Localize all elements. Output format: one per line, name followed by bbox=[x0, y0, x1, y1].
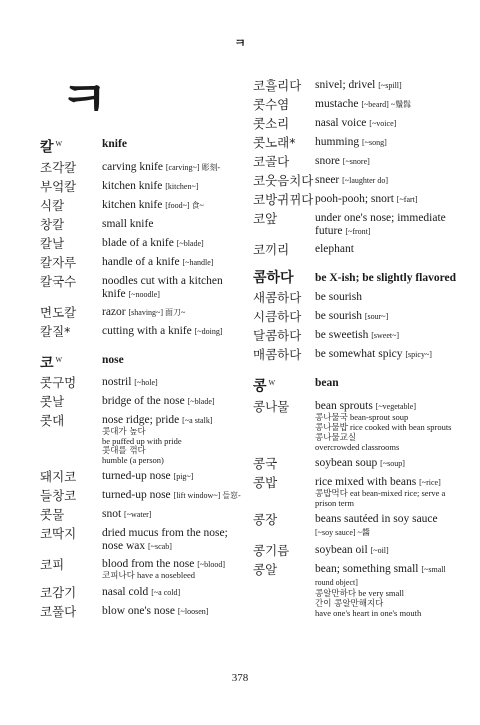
etymology-tag: [~soy sauce] ~醬 bbox=[315, 527, 370, 537]
definition-text: turned-up nose bbox=[102, 489, 171, 502]
sub-example bbox=[315, 589, 458, 599]
etymology-tag: [~fart] bbox=[396, 195, 418, 204]
dictionary-entry bbox=[40, 413, 245, 465]
entry-definition bbox=[315, 242, 458, 256]
etymology-tag: [~blood] bbox=[197, 560, 226, 570]
dictionary-entry bbox=[253, 154, 458, 169]
entry-definition bbox=[102, 305, 245, 319]
dictionary-entry bbox=[253, 328, 458, 343]
entry-headword: 콧노래* bbox=[253, 135, 296, 150]
dictionary-entry bbox=[40, 236, 245, 251]
definition-text: handle of a knife bbox=[102, 255, 180, 268]
etymology-tag: [~hole] bbox=[134, 378, 158, 388]
entry-definition bbox=[315, 328, 458, 342]
entry-headword: 면도칼 bbox=[40, 304, 77, 320]
sub-example bbox=[102, 571, 245, 581]
dictionary-entry bbox=[253, 543, 458, 558]
entry-definition bbox=[102, 585, 245, 599]
entry-definition bbox=[315, 376, 458, 390]
entry-definition bbox=[315, 309, 458, 323]
definition-text: kitchen knife bbox=[102, 179, 163, 192]
definition-text: razor bbox=[102, 305, 126, 318]
example-korean: 콩알만하다 bbox=[315, 588, 357, 599]
example-english: have one's heart in one's mouth bbox=[315, 607, 422, 618]
etymology-tag: [~water] bbox=[124, 510, 152, 520]
entry-headword: 코앞 bbox=[253, 211, 278, 226]
etymology-tag: [shaving~] 面刀~ bbox=[128, 307, 186, 317]
dictionary-entry bbox=[40, 394, 245, 409]
section-gap bbox=[253, 366, 458, 376]
definition-text: carving knife bbox=[102, 160, 163, 173]
dictionary-entry bbox=[253, 135, 458, 150]
etymology-tag: [~blade] bbox=[187, 397, 215, 407]
entry-headword: 새콤하다 bbox=[253, 290, 302, 305]
entry-headword: 코골다 bbox=[253, 154, 290, 169]
dictionary-entry bbox=[40, 526, 245, 553]
definition-text: blade of a knife bbox=[102, 236, 174, 249]
etymology-tag: [~small round object] bbox=[315, 564, 446, 587]
dictionary-entry bbox=[253, 512, 458, 539]
definition-text: under one's nose; immediate future bbox=[315, 212, 446, 237]
definition-text: bean sprouts bbox=[315, 399, 373, 412]
dictionary-entry bbox=[40, 198, 245, 213]
entry-headword: 코 $^W$ bbox=[40, 355, 63, 372]
dictionary-entry bbox=[253, 290, 458, 305]
entry-definition bbox=[102, 217, 245, 231]
entry-definition bbox=[102, 557, 245, 581]
entry-headword: 콧날 bbox=[40, 394, 65, 410]
dictionary-entry bbox=[40, 585, 245, 600]
entry-definition bbox=[315, 512, 458, 539]
entry-definition bbox=[315, 271, 458, 285]
entry-headword: 시큼하다 bbox=[253, 309, 302, 324]
dictionary-entry bbox=[253, 116, 458, 131]
entry-definition bbox=[315, 347, 458, 361]
etymology-tag: [~loosen] bbox=[177, 607, 209, 617]
definition-text: humming bbox=[315, 136, 360, 148]
entry-headword: 콩나물 bbox=[253, 398, 290, 414]
etymology-tag: [~rice] bbox=[419, 477, 441, 487]
definition-text: beans sautéed in soy sauce bbox=[315, 512, 438, 525]
etymology-tag: [~laughter do] bbox=[342, 176, 389, 185]
etymology-tag: [~snore] bbox=[342, 157, 370, 166]
entry-definition bbox=[102, 179, 245, 193]
definition-text: dried mucus from the nose; nose wax bbox=[102, 527, 228, 553]
entry-definition bbox=[102, 375, 245, 389]
entry-definition bbox=[102, 394, 245, 408]
dictionary-entry bbox=[40, 353, 245, 372]
entry-headword: 칼자루 bbox=[40, 254, 77, 270]
definition-text: nasal voice bbox=[315, 117, 367, 129]
entry-headword: 매콤하다 bbox=[253, 347, 302, 362]
entry-definition bbox=[315, 78, 458, 92]
dictionary-entry bbox=[253, 173, 458, 188]
etymology-tag: [~noodle] bbox=[128, 289, 160, 299]
entry-definition bbox=[315, 290, 458, 304]
dictionary-entry bbox=[40, 488, 245, 503]
definition-text: be X-ish; be slightly flavored bbox=[315, 272, 456, 284]
dictionary-entry bbox=[40, 557, 245, 581]
definition-text: rice mixed with beans bbox=[315, 475, 417, 488]
etymology-tag: [~front] bbox=[345, 227, 371, 236]
entry-headword: 달콤하다 bbox=[253, 328, 302, 343]
entry-definition bbox=[315, 116, 458, 130]
entry-definition bbox=[315, 562, 458, 618]
entry-definition bbox=[102, 413, 245, 465]
etymology-tag: [~handle] bbox=[182, 257, 214, 267]
etymology-tag: [~beard] ~鬚髥 bbox=[361, 100, 412, 109]
entry-headword: 칼질* bbox=[40, 323, 71, 339]
etymology-tag: [kitchen~] bbox=[165, 181, 199, 191]
example-korean: 콩나물밥 bbox=[315, 422, 348, 433]
entry-definition bbox=[102, 255, 245, 269]
entry-definition bbox=[102, 526, 245, 553]
dictionary-entry bbox=[40, 375, 245, 390]
entry-definition bbox=[102, 274, 245, 301]
sub-example bbox=[315, 423, 458, 433]
headword-marker: W bbox=[55, 355, 63, 364]
entry-headword: 코딱지 bbox=[40, 526, 77, 542]
etymology-tag: [~oil] bbox=[370, 545, 389, 555]
definition-text: sneer bbox=[315, 174, 340, 186]
dictionary-entry bbox=[40, 305, 245, 320]
definition-text: blood from the nose bbox=[102, 558, 195, 571]
definition-text: elephant bbox=[315, 243, 354, 255]
example-english: have a nosebleed bbox=[136, 570, 196, 581]
entry-headword: 돼지코 bbox=[40, 469, 77, 485]
definition-text: mustache bbox=[315, 98, 359, 110]
definition-text: be somewhat spicy bbox=[315, 348, 403, 360]
entry-headword: 콧수염 bbox=[253, 97, 290, 112]
dictionary-entry bbox=[40, 179, 245, 194]
dictionary-entry bbox=[40, 469, 245, 484]
example-english: be puffed up with pride bbox=[102, 436, 182, 447]
etymology-tag: [~vegetable] bbox=[375, 401, 416, 411]
dictionary-entry bbox=[253, 309, 458, 324]
right-column bbox=[253, 78, 458, 622]
dictionary-entry bbox=[253, 192, 458, 207]
dictionary-entry bbox=[40, 604, 245, 619]
example-english: be very small bbox=[358, 587, 404, 598]
entry-definition bbox=[315, 97, 458, 111]
headword-marker: W bbox=[268, 379, 276, 387]
entry-headword: 코감기 bbox=[40, 585, 77, 601]
etymology-tag: [~a cold] bbox=[151, 588, 181, 598]
dictionary-entry bbox=[40, 217, 245, 232]
entry-headword: 식칼 bbox=[40, 197, 65, 213]
definition-text: bean bbox=[315, 377, 339, 389]
example-english: eat bean-mixed rice; serve a prison term bbox=[315, 487, 446, 508]
sub-example bbox=[102, 437, 245, 446]
entry-headword: 콧대 bbox=[40, 413, 65, 429]
example-english: bean-sprout soup bbox=[349, 411, 409, 422]
definition-text: pooh-pooh; snort bbox=[315, 193, 394, 205]
entry-headword: 코웃음치다 bbox=[253, 173, 314, 188]
dictionary-entry bbox=[253, 475, 458, 508]
entry-definition bbox=[315, 475, 458, 508]
definition-text: bean; something small bbox=[315, 562, 419, 575]
dictionary-entry bbox=[253, 456, 458, 471]
entry-definition bbox=[315, 399, 458, 452]
dictionary-entry bbox=[253, 97, 458, 112]
definition-text: blow one's nose bbox=[102, 605, 175, 618]
etymology-tag: [~song] bbox=[361, 138, 387, 147]
entry-headword: 콧구멍 bbox=[40, 375, 77, 391]
entry-headword: 코흘리다 bbox=[253, 78, 302, 93]
definition-text: cutting with a knife bbox=[102, 324, 192, 337]
entry-definition bbox=[315, 456, 458, 470]
example-english: rice cooked with bean sprouts bbox=[349, 421, 452, 432]
dictionary-entry bbox=[40, 324, 245, 339]
definition-text: noodles cut with a kitchen knife bbox=[102, 274, 223, 300]
entry-headword: 창칼 bbox=[40, 216, 65, 232]
entry-headword: 코풀다 bbox=[40, 604, 77, 620]
definition-text: snivel; drivel bbox=[315, 79, 376, 91]
entry-headword: 콩 $^W$ bbox=[253, 378, 276, 395]
etymology-tag: [sweet~] bbox=[371, 331, 400, 340]
entry-definition bbox=[102, 160, 245, 174]
entry-definition bbox=[315, 173, 458, 187]
entry-headword: 칼날 bbox=[40, 235, 65, 251]
dictionary-entry bbox=[253, 376, 458, 395]
etymology-tag: [~doing] bbox=[194, 326, 223, 336]
definition-text: be sweetish bbox=[315, 329, 369, 341]
dictionary-entry bbox=[40, 255, 245, 270]
sub-example bbox=[315, 609, 458, 618]
etymology-tag: [pig~] bbox=[173, 472, 194, 482]
section-gap bbox=[40, 343, 245, 353]
dictionary-entry bbox=[253, 399, 458, 452]
page-number: 378 bbox=[231, 672, 249, 684]
example-korean: 간이 콩알만해지다 bbox=[315, 598, 384, 609]
dictionary-entry bbox=[253, 211, 458, 238]
etymology-tag: [~spill] bbox=[378, 81, 402, 90]
definition-text: bridge of the nose bbox=[102, 395, 185, 408]
definition-text: nasal cold bbox=[102, 586, 149, 599]
dictionary-entry bbox=[40, 507, 245, 522]
entry-definition bbox=[102, 353, 245, 367]
definition-text: turned-up nose bbox=[102, 470, 171, 483]
running-head: ㅋ bbox=[234, 36, 246, 50]
entry-headword: 콧물 bbox=[40, 507, 65, 523]
entry-definition bbox=[315, 543, 458, 557]
entry-definition bbox=[102, 324, 245, 338]
entry-definition bbox=[102, 137, 245, 151]
example-korean: 콩나물국 bbox=[315, 412, 348, 423]
definition-text: small knife bbox=[102, 217, 154, 230]
entry-headword: 조각칼 bbox=[40, 159, 77, 175]
dictionary-entry bbox=[40, 137, 245, 156]
example-korean: 콧대를 꺾다 bbox=[102, 446, 146, 457]
entry-headword: 코피 bbox=[40, 557, 65, 573]
entry-definition bbox=[315, 192, 458, 206]
dictionary-entry bbox=[253, 347, 458, 362]
etymology-tag: [~voice] bbox=[369, 119, 397, 128]
definition-text: nose bbox=[102, 353, 124, 366]
dictionary-entry bbox=[253, 242, 458, 257]
entry-definition bbox=[315, 135, 458, 149]
dictionary-entry bbox=[253, 562, 458, 618]
sub-example bbox=[315, 489, 458, 508]
definition-text: be sourish bbox=[315, 291, 362, 303]
example-korean: 코피나다 bbox=[102, 571, 135, 582]
entry-headword: 칼 $^W$ bbox=[40, 139, 63, 156]
definition-text: snot bbox=[102, 508, 122, 521]
entry-definition bbox=[102, 469, 245, 483]
definition-text: knife bbox=[102, 138, 127, 150]
definition-text: soybean oil bbox=[315, 543, 368, 556]
dictionary-entry bbox=[40, 274, 245, 301]
entry-definition bbox=[102, 236, 245, 250]
entry-headword: 콩알 bbox=[253, 561, 278, 577]
etymology-tag: [spicy~] bbox=[405, 350, 432, 359]
entry-headword: 콤하다 bbox=[253, 270, 294, 286]
definition-text: kitchen knife bbox=[102, 198, 163, 211]
entry-headword: 부엌칼 bbox=[40, 178, 77, 194]
left-column bbox=[40, 137, 245, 623]
entry-headword: 코끼리 bbox=[253, 242, 290, 257]
etymology-tag: [carving~] 彫刻- bbox=[165, 162, 221, 172]
etymology-tag: [~soup] bbox=[380, 458, 405, 468]
entry-definition bbox=[102, 198, 245, 212]
example-english: humble (a person) bbox=[102, 455, 164, 466]
headword-marker: W bbox=[55, 140, 63, 148]
definition-text: soybean soup bbox=[315, 456, 378, 469]
entry-headword: 콩장 bbox=[253, 511, 278, 527]
entry-headword: 콩밥 bbox=[253, 474, 278, 490]
example-korean: 콩나물교실 bbox=[315, 432, 357, 443]
definition-text: nostril bbox=[102, 376, 132, 389]
entry-headword: 코방귀뀌다 bbox=[253, 192, 314, 207]
etymology-tag: [lift window~] 들窓- bbox=[173, 491, 241, 501]
entry-headword: 들창코 bbox=[40, 488, 77, 504]
etymology-tag: [~a stalk] bbox=[182, 416, 213, 426]
example-english: overcrowded classrooms bbox=[315, 441, 400, 452]
etymology-tag: [sour~] bbox=[364, 312, 389, 321]
example-korean: 콩밥먹다 bbox=[315, 488, 348, 499]
entry-definition bbox=[102, 507, 245, 521]
definition-text: be sourish bbox=[315, 310, 362, 322]
entry-definition bbox=[315, 154, 458, 168]
definition-text: snore bbox=[315, 155, 340, 167]
entry-definition bbox=[315, 211, 458, 238]
etymology-tag: [~scab] bbox=[148, 542, 172, 552]
sub-example bbox=[102, 456, 245, 465]
entry-definition bbox=[102, 488, 245, 502]
section-letter: ㅋ bbox=[60, 70, 109, 128]
sub-example bbox=[315, 443, 458, 452]
dictionary-entry bbox=[40, 160, 245, 175]
entry-headword: 콩국 bbox=[253, 455, 278, 471]
definition-text: nose ridge; pride bbox=[102, 414, 180, 427]
etymology-tag: [~blade] bbox=[176, 238, 204, 248]
entry-headword: 칼국수 bbox=[40, 273, 77, 289]
entry-headword: 콩기름 bbox=[253, 542, 290, 558]
dictionary-entry bbox=[253, 78, 458, 93]
example-korean: 콧대가 높다 bbox=[102, 427, 146, 438]
etymology-tag: [food~] 食~ bbox=[165, 200, 204, 210]
dictionary-entry bbox=[253, 271, 458, 286]
entry-definition bbox=[102, 604, 245, 618]
entry-headword: 콧소리 bbox=[253, 116, 290, 131]
